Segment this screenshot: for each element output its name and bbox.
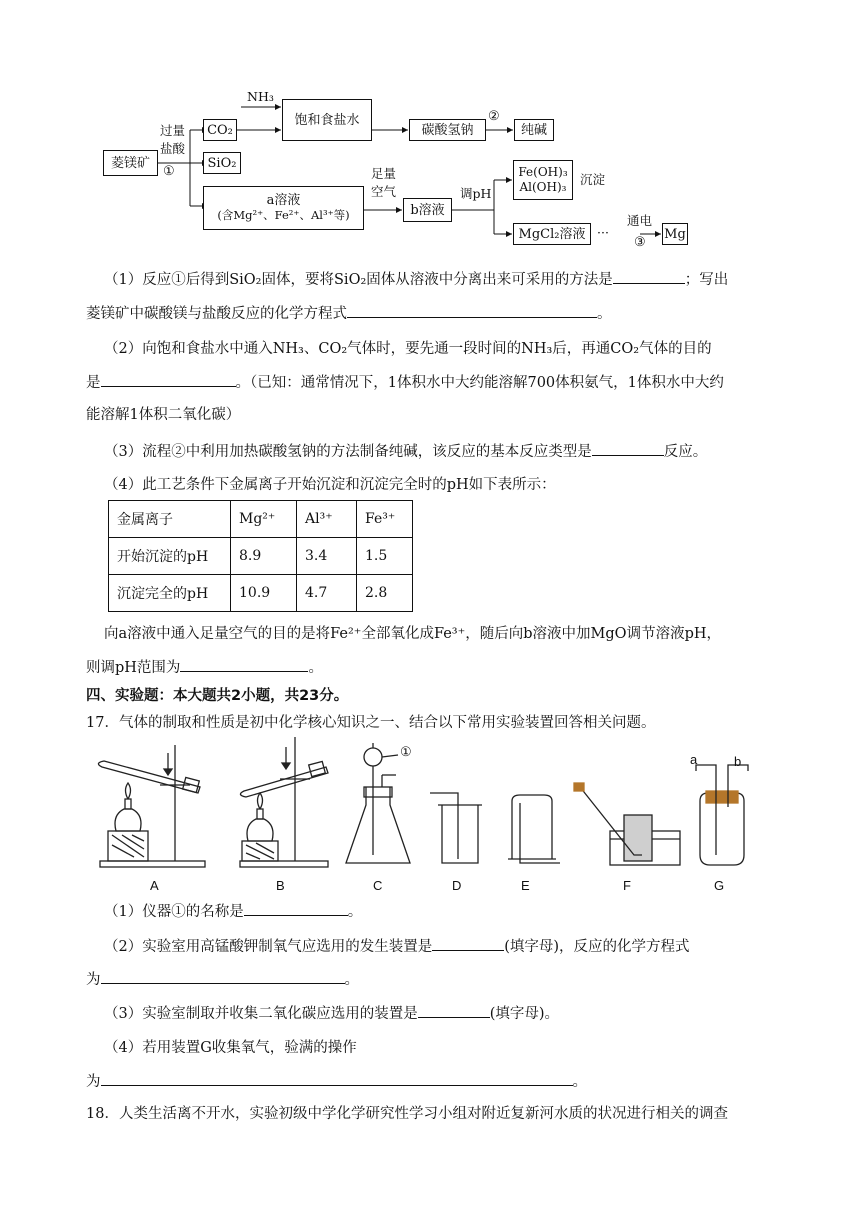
q17-part4-line1: （4）若用装置G收集氧气，验满的操作 (104, 1040, 357, 1056)
q16-part2-blank[interactable] (101, 371, 236, 387)
table-header-row (109, 501, 413, 538)
apparatus-label-g: G (714, 878, 725, 893)
nh3-label: NH₃ (247, 89, 274, 104)
table-cell: 4.7 (297, 575, 357, 612)
q17-stem: 17．气体的制取和性质是初中化学核心知识之一、结合以下常用实验装置回答相关问题。 (86, 715, 656, 731)
table-cell: 1.5 (357, 538, 413, 575)
q16-part2-line2: 是 。（已知：通常情况下，1体积水中大约能溶解700体积氨气，1体积水中大约 (86, 371, 786, 394)
q16-part2-line3: 能溶解1体积二氧化碳） (86, 407, 241, 423)
q17-part2-line2: 为 。 (86, 968, 786, 991)
table-cell: 沉淀完全的pH (109, 575, 231, 612)
mgcl2-box: MgCl₂溶液 (513, 223, 591, 245)
apparatus-d (430, 793, 482, 863)
ph-table (108, 500, 413, 612)
apparatus-label-c: C (373, 878, 383, 893)
q16-part1-blank1[interactable] (613, 268, 685, 284)
q16-part5-blank[interactable] (180, 656, 308, 672)
acid-label-1: 过量 (160, 123, 186, 138)
adjust-ph-label: 调pH (460, 186, 492, 201)
ore-box: 菱镁矿 (103, 150, 158, 176)
q17-part3-blank[interactable] (418, 1002, 490, 1018)
apparatus-a (98, 745, 205, 867)
mg-box: Mg (662, 223, 688, 245)
step-1-marker: ① (163, 164, 175, 179)
q16-part5-line2: 则调pH范围为 。 (86, 656, 786, 679)
apparatus-e (508, 795, 560, 863)
q16-part1-line1: （1）反应①后得到SiO₂固体，要将SiO₂固体从溶液中分离出来可采用的方法是 ；写出 (104, 268, 804, 291)
precipitate-box: Fe(OH)₃ Al(OH)₃ (513, 160, 573, 200)
table-cell: 10.9 (231, 575, 297, 612)
table-cell: 2.8 (357, 575, 413, 612)
g-port-b-label: b (734, 754, 742, 769)
b-solution-box: b溶液 (403, 198, 452, 222)
q16-part3-line: （3）流程②中利用加热碳酸氢钠的方法制备纯碱，该反应的基本反应类型是 反应。 (104, 440, 804, 463)
q17-part2-blank2[interactable] (101, 968, 345, 984)
q16-part3-blank[interactable] (592, 440, 664, 456)
table-cell: 金属离子 (109, 501, 231, 538)
section-4-heading: 四、实验题：本大题共2小题，共23分。 (86, 688, 349, 704)
q16-part4-line: （4）此工艺条件下金属离子开始沉淀和沉淀完全时的pH如下表所示： (104, 477, 556, 493)
table-cell: Fe³⁺ (357, 501, 413, 538)
q17-part2-line1: （2）实验室用高锰酸钾制氧气应选用的发生装置是 (填字母)，反应的化学方程式 (104, 935, 804, 958)
co2-box: CO₂ (203, 119, 237, 141)
q17-part1-line: （1）仪器①的名称是 。 (104, 900, 804, 923)
apparatus-label-a: A (150, 878, 159, 893)
step-3-marker: ③ (634, 235, 646, 250)
air-label-1: 足量 (371, 166, 397, 181)
apparatus-diagram (90, 735, 770, 875)
step-2-marker: ② (488, 109, 500, 124)
table-cell: 3.4 (297, 538, 357, 575)
table-row (109, 575, 413, 612)
apparatus-f (574, 783, 680, 865)
apparatus-b (240, 737, 328, 867)
apparatus-label-d: D (452, 878, 462, 893)
sio2-box: SiO₂ (203, 152, 241, 174)
table-cell: Al³⁺ (297, 501, 357, 538)
q16-part1-line2: 菱镁矿中碳酸镁与盐酸反应的化学方程式 。 (86, 302, 786, 325)
bicarbonate-box: 碳酸氢钠 (409, 119, 486, 141)
apparatus-c (346, 743, 410, 863)
ellipsis-label: ··· (597, 225, 609, 240)
q18-stem: 18．人类生活离不开水，实验初级中学化学研究性学习小组对附近复新河水质的状况进行相关的调查 (86, 1106, 728, 1122)
table-cell: 开始沉淀的pH (109, 538, 231, 575)
apparatus-label-f: F (623, 878, 631, 893)
a-solution-box: a溶液 (含Mg²⁺、Fe²⁺、Al³⁺等) (203, 186, 364, 230)
precipitate-label: 沉淀 (580, 172, 606, 187)
apparatus-label-e: E (521, 878, 530, 893)
table-cell: 8.9 (231, 538, 297, 575)
q17-part2-blank1[interactable] (432, 935, 504, 951)
apparatus-label-b: B (276, 878, 285, 893)
q17-part1-blank[interactable] (244, 900, 348, 916)
table-row (109, 538, 413, 575)
instrument-marker: ① (400, 744, 412, 759)
acid-label-2: 盐酸 (160, 141, 186, 156)
q17-part4-line2: 为 。 (86, 1070, 786, 1093)
soda-box: 纯碱 (514, 119, 554, 141)
g-port-a-label: a (690, 752, 698, 767)
q17-part4-blank[interactable] (101, 1070, 573, 1086)
electrolysis-label: 通电 (627, 213, 653, 228)
apparatus-g (696, 765, 748, 865)
q16-part5-line1: 向a溶液中通入足量空气的目的是将Fe²⁺全部氧化成Fe³⁺，随后向b溶液中加MgO调节溶液pH， (104, 626, 721, 642)
air-label-2: 空气 (371, 184, 397, 199)
brine-box: 饱和食盐水 (282, 99, 372, 141)
q17-part3-line: （3）实验室制取并收集二氧化碳应选用的装置是 (填字母)。 (104, 1002, 804, 1025)
q16-part2-line1: （2）向饱和食盐水中通入NH₃、CO₂气体时，要先通一段时间的NH₃后，再通CO₂气体的目的 (104, 341, 712, 357)
table-cell: Mg²⁺ (231, 501, 297, 538)
q16-part1-blank2[interactable] (347, 302, 597, 318)
